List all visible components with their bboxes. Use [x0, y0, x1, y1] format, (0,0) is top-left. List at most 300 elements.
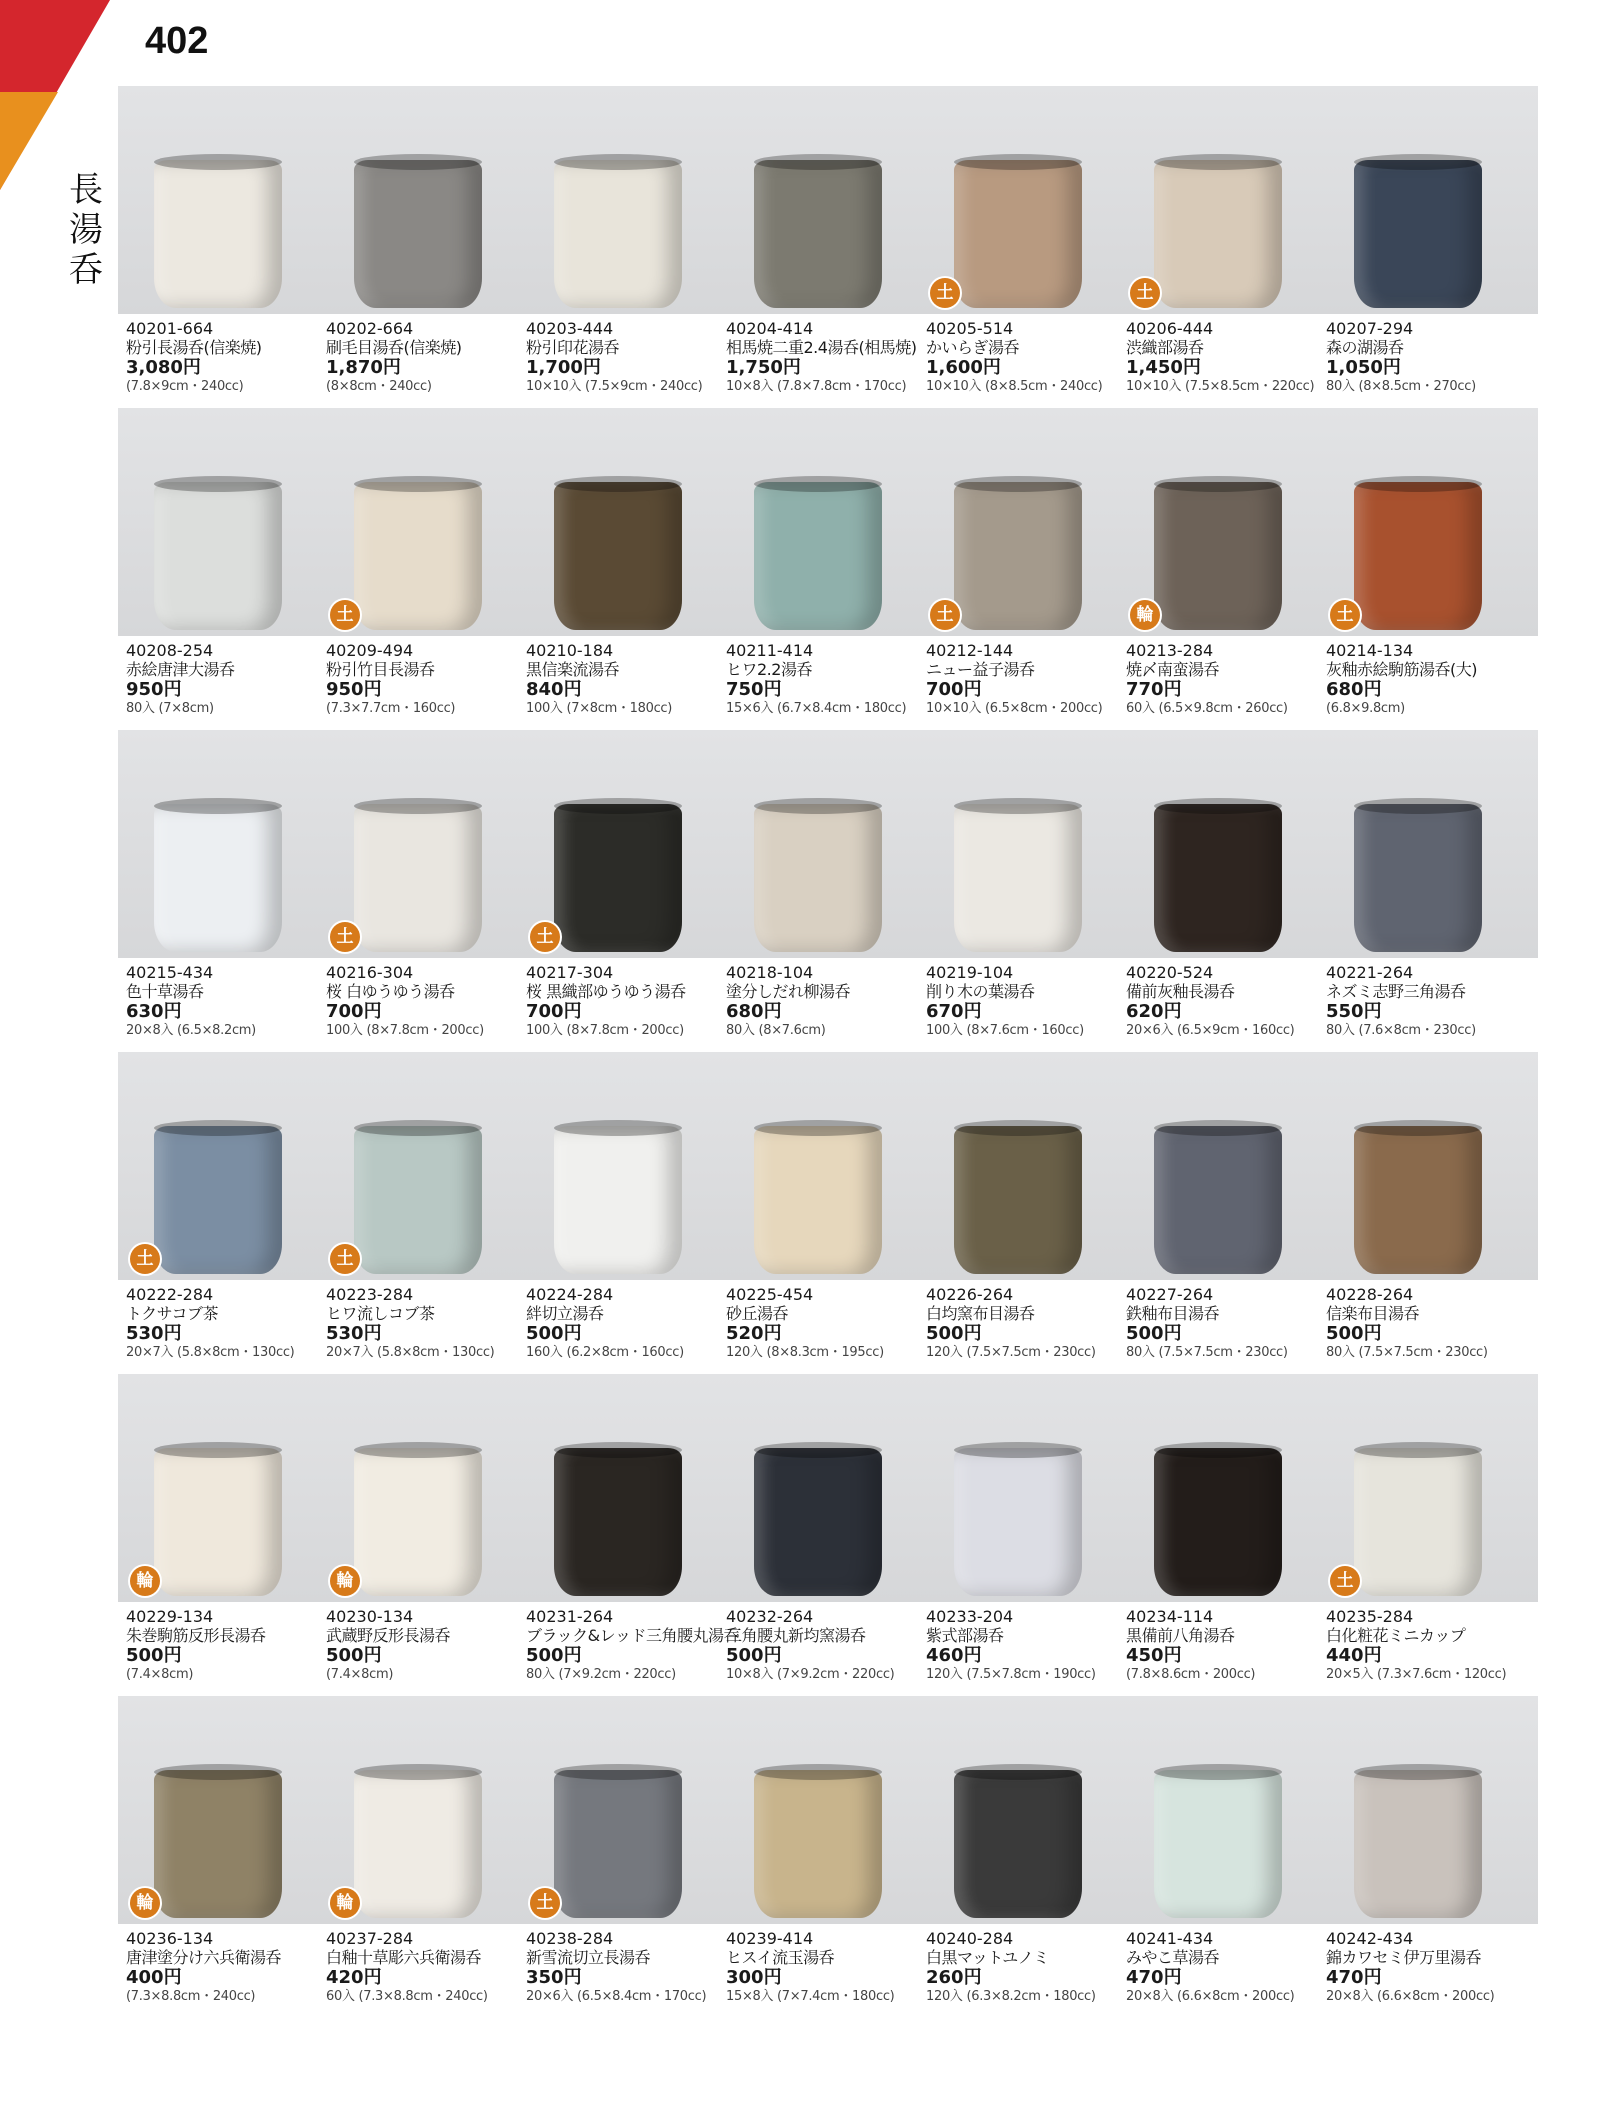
- product-spec: (7.4×8cm): [126, 1667, 194, 1682]
- product-code: 40237-284: [326, 1929, 414, 1948]
- product-spec: (7.4×8cm): [326, 1667, 394, 1682]
- product-code: 40210-184: [526, 641, 614, 660]
- product-price: 630円: [126, 1001, 182, 1022]
- page-number: 402: [145, 20, 209, 62]
- product-name: 森の湖湯呑: [1326, 338, 1404, 357]
- teacup-image: [1354, 1448, 1482, 1596]
- product-item[interactable]: [1118, 408, 1318, 730]
- product-item[interactable]: [918, 408, 1118, 730]
- product-info: [1126, 963, 1326, 1039]
- teacup-image: [554, 1770, 682, 1918]
- product-info: [326, 641, 526, 717]
- material-badge: 土: [330, 600, 360, 630]
- product-name: 色十草湯呑: [126, 982, 204, 1001]
- product-price: 500円: [1326, 1323, 1382, 1344]
- product-item[interactable]: [318, 1052, 518, 1374]
- material-badge: 輪: [330, 1888, 360, 1918]
- product-name: 刷毛目湯呑(信楽焼): [326, 338, 462, 357]
- product-spec: (7.8×8.6cm・200cc): [1126, 1667, 1256, 1682]
- product-price: 700円: [326, 1001, 382, 1022]
- product-item[interactable]: [718, 730, 918, 1052]
- product-price: 500円: [526, 1323, 582, 1344]
- product-item[interactable]: [118, 730, 318, 1052]
- product-price: 520円: [726, 1323, 782, 1344]
- product-item[interactable]: [1118, 1374, 1318, 1696]
- product-price: 500円: [326, 1645, 382, 1666]
- product-item[interactable]: [118, 408, 318, 730]
- product-item[interactable]: [718, 408, 918, 730]
- product-spec: (6.8×9.8cm): [1326, 701, 1405, 716]
- product-row: [118, 1052, 1538, 1374]
- product-code: 40201-664: [126, 319, 214, 338]
- material-badge: 輪: [130, 1566, 160, 1596]
- product-code: 40223-284: [326, 1285, 414, 1304]
- material-badge: 輪: [330, 1566, 360, 1596]
- teacup-image: [154, 804, 282, 952]
- product-info: [1126, 319, 1326, 395]
- product-spec: 80入 (7.5×7.5cm・230cc): [1326, 1345, 1488, 1360]
- product-info: [326, 963, 526, 1039]
- product-item[interactable]: [518, 408, 718, 730]
- product-info: [1326, 1607, 1526, 1683]
- product-spec: 10×8入 (7.8×7.8cm・170cc): [726, 379, 907, 394]
- product-spec: 100入 (7×8cm・180cc): [526, 701, 673, 716]
- product-name: 白化粧花ミニカップ: [1326, 1626, 1466, 1645]
- product-price: 530円: [126, 1323, 182, 1344]
- product-spec: 120入 (7.5×7.5cm・230cc): [926, 1345, 1096, 1360]
- product-code: 40206-444: [1126, 319, 1214, 338]
- product-info: [126, 963, 326, 1039]
- product-code: 40207-294: [1326, 319, 1414, 338]
- product-code: 40239-414: [726, 1929, 814, 1948]
- product-item[interactable]: [1318, 1374, 1518, 1696]
- product-spec: 80入 (8×8.5cm・270cc): [1326, 379, 1476, 394]
- product-spec: 100入 (8×7.8cm・200cc): [326, 1023, 484, 1038]
- product-spec: 10×10入 (6.5×8cm・200cc): [926, 701, 1103, 716]
- product-item[interactable]: [918, 1374, 1118, 1696]
- teacup-image: [154, 160, 282, 308]
- material-badge: 土: [130, 1244, 160, 1274]
- product-price: 1,600円: [926, 357, 1001, 378]
- product-name: みやこ草湯呑: [1126, 1948, 1220, 1967]
- product-code: 40229-134: [126, 1607, 214, 1626]
- product-name: 備前灰釉長湯呑: [1126, 982, 1235, 1001]
- product-price: 440円: [1326, 1645, 1382, 1666]
- teacup-image: [1354, 804, 1482, 952]
- product-code: 40213-284: [1126, 641, 1214, 660]
- product-spec: 20×8入 (6.6×8cm・200cc): [1126, 1989, 1295, 2004]
- product-name: 桜 黒織部ゆうゆう湯呑: [526, 982, 686, 1001]
- product-name: ブラック&レッド三角腰丸湯呑: [526, 1626, 739, 1645]
- product-code: 40216-304: [326, 963, 414, 982]
- teacup-image: [754, 804, 882, 952]
- product-spec: 80入 (7.6×8cm・230cc): [1326, 1023, 1476, 1038]
- product-name: 粉引長湯呑(信楽焼): [126, 338, 262, 357]
- teacup-image: [554, 482, 682, 630]
- product-spec: 20×6入 (6.5×8.4cm・170cc): [526, 1989, 707, 2004]
- product-info: [526, 1607, 739, 1683]
- product-info: [126, 319, 326, 395]
- product-item[interactable]: [1118, 1696, 1318, 2018]
- product-item[interactable]: [318, 730, 518, 1052]
- product-code: 40211-414: [726, 641, 814, 660]
- corner-decoration-orange: [0, 92, 58, 190]
- product-price: 530円: [326, 1323, 382, 1344]
- product-price: 500円: [526, 1645, 582, 1666]
- product-item[interactable]: [1318, 1052, 1518, 1374]
- product-item[interactable]: [718, 86, 918, 408]
- material-badge: 輪: [1130, 600, 1160, 630]
- product-spec: 80入 (7.5×7.5cm・230cc): [1126, 1345, 1288, 1360]
- teacup-image: [1154, 160, 1282, 308]
- section-label: 長湯呑: [69, 170, 103, 290]
- material-badge: 土: [330, 1244, 360, 1274]
- product-spec: 20×5入 (7.3×7.6cm・120cc): [1326, 1667, 1507, 1682]
- material-badge: 土: [1330, 600, 1360, 630]
- teacup-image: [954, 160, 1082, 308]
- teacup-image: [354, 160, 482, 308]
- teacup-image: [754, 482, 882, 630]
- teacup-image: [1354, 160, 1482, 308]
- material-badge: 土: [330, 922, 360, 952]
- product-spec: 10×10入 (7.5×8.5cm・220cc): [1126, 379, 1315, 394]
- product-spec: 100入 (8×7.6cm・160cc): [926, 1023, 1084, 1038]
- product-item[interactable]: [518, 86, 718, 408]
- product-item[interactable]: [918, 1696, 1118, 2018]
- product-item[interactable]: [318, 408, 518, 730]
- product-spec: 20×7入 (5.8×8cm・130cc): [126, 1345, 295, 1360]
- product-code: 40233-204: [926, 1607, 1014, 1626]
- product-name: 粉引印花湯呑: [526, 338, 620, 357]
- product-price: 1,870円: [326, 357, 401, 378]
- teacup-image: [954, 1770, 1082, 1918]
- product-spec: (8×8cm・240cc): [326, 379, 432, 394]
- product-spec: 100入 (8×7.8cm・200cc): [526, 1023, 684, 1038]
- product-grid: [118, 86, 1538, 2018]
- material-badge: 土: [1130, 278, 1160, 308]
- product-code: 40219-104: [926, 963, 1014, 982]
- product-item[interactable]: [518, 1052, 718, 1374]
- product-info: [1326, 1929, 1526, 2005]
- product-info: [126, 1285, 326, 1361]
- teacup-image: [354, 1770, 482, 1918]
- product-name: 白釉十草彫六兵衛湯呑: [326, 1948, 482, 1967]
- product-info: [726, 641, 926, 717]
- teacup-image: [1154, 1448, 1282, 1596]
- product-price: 500円: [126, 1645, 182, 1666]
- product-info: [1326, 641, 1526, 717]
- teacup-image: [554, 804, 682, 952]
- teacup-image: [554, 1448, 682, 1596]
- product-code: 40212-144: [926, 641, 1014, 660]
- product-item[interactable]: [718, 1696, 918, 2018]
- teacup-image: [154, 482, 282, 630]
- product-name: 焼〆南蛮湯呑: [1126, 660, 1220, 679]
- product-spec: 60入 (7.3×8.8cm・240cc): [326, 1989, 488, 2004]
- product-price: 680円: [1326, 679, 1382, 700]
- product-price: 470円: [1326, 1967, 1382, 1988]
- product-price: 300円: [726, 1967, 782, 1988]
- product-item[interactable]: [318, 86, 518, 408]
- teacup-image: [1154, 1770, 1282, 1918]
- product-spec: 10×10入 (8×8.5cm・240cc): [926, 379, 1103, 394]
- teacup-image: [954, 804, 1082, 952]
- product-info: [526, 1929, 726, 2005]
- product-price: 400円: [126, 1967, 182, 1988]
- product-name: 赤絵唐津大湯呑: [126, 660, 235, 679]
- product-price: 950円: [326, 679, 382, 700]
- product-price: 350円: [526, 1967, 582, 1988]
- product-code: 40234-114: [1126, 1607, 1214, 1626]
- product-spec: 120入 (6.3×8.2cm・180cc): [926, 1989, 1096, 2004]
- teacup-image: [354, 482, 482, 630]
- product-info: [526, 641, 726, 717]
- product-info: [1126, 641, 1326, 717]
- product-info: [1326, 1285, 1526, 1361]
- product-price: 420円: [326, 1967, 382, 1988]
- product-price: 670円: [926, 1001, 982, 1022]
- product-info: [526, 1285, 726, 1361]
- product-name: ニュー益子湯呑: [926, 660, 1035, 679]
- product-info: [926, 1929, 1126, 2005]
- product-name: 砂丘湯呑: [726, 1304, 789, 1323]
- product-name: 削り木の葉湯呑: [926, 982, 1035, 1001]
- product-code: 40235-284: [1326, 1607, 1414, 1626]
- product-name: 白黒マットユノミ: [926, 1948, 1049, 1967]
- product-info: [1326, 963, 1526, 1039]
- teacup-image: [354, 1448, 482, 1596]
- product-name: ネズミ志野三角湯呑: [1326, 982, 1466, 1001]
- product-item[interactable]: [518, 1696, 718, 2018]
- material-badge: 輪: [130, 1888, 160, 1918]
- product-code: 40202-664: [326, 319, 414, 338]
- product-name: ヒスイ流玉湯呑: [726, 1948, 835, 1967]
- product-price: 260円: [926, 1967, 982, 1988]
- product-code: 40226-264: [926, 1285, 1014, 1304]
- product-info: [526, 319, 726, 395]
- product-item[interactable]: [518, 1374, 739, 1696]
- product-info: [726, 1285, 926, 1361]
- product-item[interactable]: [1318, 408, 1518, 730]
- product-info: [726, 963, 926, 1039]
- product-item[interactable]: [518, 730, 718, 1052]
- product-spec: 60入 (6.5×9.8cm・260cc): [1126, 701, 1288, 716]
- product-name: 紫式部湯呑: [926, 1626, 1004, 1645]
- teacup-image: [1154, 1126, 1282, 1274]
- product-price: 500円: [1126, 1323, 1182, 1344]
- product-spec: 80入 (7×9.2cm・220cc): [526, 1667, 676, 1682]
- product-item[interactable]: [118, 86, 318, 408]
- product-info: [926, 963, 1126, 1039]
- product-code: 40220-524: [1126, 963, 1214, 982]
- product-price: 750円: [726, 679, 782, 700]
- product-spec: 20×8入 (6.5×8.2cm): [126, 1023, 256, 1038]
- product-price: 3,080円: [126, 357, 201, 378]
- product-price: 770円: [1126, 679, 1182, 700]
- product-item[interactable]: [318, 1696, 518, 2018]
- product-price: 700円: [526, 1001, 582, 1022]
- teacup-image: [154, 1126, 282, 1274]
- product-item[interactable]: [118, 1696, 318, 2018]
- product-name: 白均窯布目湯呑: [926, 1304, 1035, 1323]
- material-badge: 土: [1330, 1566, 1360, 1596]
- product-spec: 80入 (8×7.6cm): [726, 1023, 826, 1038]
- product-code: 40225-454: [726, 1285, 814, 1304]
- product-code: 40238-284: [526, 1929, 614, 1948]
- product-code: 40217-304: [526, 963, 614, 982]
- product-price: 700円: [926, 679, 982, 700]
- product-name: 黒備前八角湯呑: [1126, 1626, 1235, 1645]
- product-spec: 10×10入 (7.5×9cm・240cc): [526, 379, 703, 394]
- product-price: 450円: [1126, 1645, 1182, 1666]
- teacup-image: [754, 1448, 882, 1596]
- product-name: 塗分しだれ柳湯呑: [726, 982, 851, 1001]
- product-price: 1,450円: [1126, 357, 1201, 378]
- teacup-image: [754, 1770, 882, 1918]
- product-spec: 20×6入 (6.5×9cm・160cc): [1126, 1023, 1295, 1038]
- product-code: 40208-254: [126, 641, 214, 660]
- product-item[interactable]: [1318, 1696, 1518, 2018]
- product-info: [726, 1929, 926, 2005]
- product-name: 黒信楽流湯呑: [526, 660, 620, 679]
- product-price: 680円: [726, 1001, 782, 1022]
- product-info: [526, 963, 726, 1039]
- product-name: 錦カワセミ伊万里湯呑: [1326, 1948, 1482, 1967]
- teacup-image: [954, 482, 1082, 630]
- product-spec: 15×8入 (7×7.4cm・180cc): [726, 1989, 895, 2004]
- product-price: 500円: [926, 1323, 982, 1344]
- product-spec: (7.3×7.7cm・160cc): [326, 701, 456, 716]
- teacup-image: [154, 1448, 282, 1596]
- product-name: ヒワ2.2湯呑: [726, 660, 812, 679]
- product-row: [118, 86, 1538, 408]
- product-code: 40241-434: [1126, 1929, 1214, 1948]
- product-item[interactable]: [1118, 730, 1318, 1052]
- product-info: [926, 1607, 1126, 1683]
- teacup-image: [1354, 1126, 1482, 1274]
- product-name: 灰釉赤絵駒筋湯呑(大): [1326, 660, 1477, 679]
- product-info: [326, 1607, 526, 1683]
- teacup-image: [754, 1126, 882, 1274]
- product-info: [126, 641, 326, 717]
- product-name: 桜 白ゆうゆう湯呑: [326, 982, 455, 1001]
- material-badge: 土: [530, 1888, 560, 1918]
- product-row: [118, 1374, 1538, 1696]
- product-name: 鉄釉布目湯呑: [1126, 1304, 1220, 1323]
- product-price: 470円: [1126, 1967, 1182, 1988]
- product-name: 信楽布目湯呑: [1326, 1304, 1420, 1323]
- product-price: 840円: [526, 679, 582, 700]
- product-item[interactable]: [1318, 730, 1518, 1052]
- product-item[interactable]: [718, 1052, 918, 1374]
- product-code: 40221-264: [1326, 963, 1414, 982]
- product-item[interactable]: [918, 86, 1118, 408]
- product-code: 40230-134: [326, 1607, 414, 1626]
- product-spec: 20×7入 (5.8×8cm・130cc): [326, 1345, 495, 1360]
- product-code: 40242-434: [1326, 1929, 1414, 1948]
- product-code: 40215-434: [126, 963, 214, 982]
- product-name: 朱巻駒筋反形長湯呑: [126, 1626, 266, 1645]
- product-code: 40228-264: [1326, 1285, 1414, 1304]
- product-code: 40203-444: [526, 319, 614, 338]
- product-item[interactable]: [118, 1052, 318, 1374]
- product-info: [1126, 1929, 1326, 2005]
- product-code: 40231-264: [526, 1607, 614, 1626]
- product-code: 40227-264: [1126, 1285, 1214, 1304]
- product-price: 500円: [726, 1645, 782, 1666]
- teacup-image: [354, 804, 482, 952]
- product-code: 40204-414: [726, 319, 814, 338]
- product-code: 40218-104: [726, 963, 814, 982]
- product-price: 1,050円: [1326, 357, 1401, 378]
- product-info: [126, 1929, 326, 2005]
- product-price: 950円: [126, 679, 182, 700]
- product-name: 新雪流切立長湯呑: [526, 1948, 651, 1967]
- product-code: 40232-264: [726, 1607, 814, 1626]
- product-price: 460円: [926, 1645, 982, 1666]
- product-name: 粉引竹目長湯呑: [326, 660, 435, 679]
- product-spec: 10×8入 (7×9.2cm・220cc): [726, 1667, 895, 1682]
- product-item[interactable]: [918, 1052, 1118, 1374]
- product-name: かいらぎ湯呑: [926, 338, 1020, 357]
- product-name: ヒワ流しコブ茶: [326, 1304, 435, 1323]
- product-info: [726, 319, 926, 395]
- product-info: [926, 319, 1126, 395]
- product-name: 三角腰丸新均窯湯呑: [726, 1626, 866, 1645]
- product-info: [126, 1607, 326, 1683]
- teacup-image: [1154, 804, 1282, 952]
- product-info: [326, 1285, 526, 1361]
- product-info: [726, 1607, 926, 1683]
- material-badge: 土: [930, 278, 960, 308]
- material-badge: 土: [530, 922, 560, 952]
- product-info: [1126, 1285, 1326, 1361]
- product-item[interactable]: [918, 730, 1118, 1052]
- material-badge: 土: [930, 600, 960, 630]
- product-item[interactable]: [1118, 86, 1318, 408]
- product-spec: 160入 (6.2×8cm・160cc): [526, 1345, 684, 1360]
- teacup-image: [1154, 482, 1282, 630]
- product-price: 1,700円: [526, 357, 601, 378]
- product-code: 40222-284: [126, 1285, 214, 1304]
- teacup-image: [754, 160, 882, 308]
- product-item[interactable]: [1118, 1052, 1318, 1374]
- product-item[interactable]: [118, 1374, 318, 1696]
- product-item[interactable]: [1318, 86, 1518, 408]
- product-spec: 80入 (7×8cm): [126, 701, 214, 716]
- product-spec: (7.3×8.8cm・240cc): [126, 1989, 256, 2004]
- product-info: [1326, 319, 1526, 395]
- product-info: [926, 1285, 1126, 1361]
- product-spec: 20×8入 (6.6×8cm・200cc): [1326, 1989, 1495, 2004]
- product-info: [926, 641, 1126, 717]
- product-info: [326, 1929, 526, 2005]
- product-spec: 120入 (8×8.3cm・195cc): [726, 1345, 884, 1360]
- product-code: 40240-284: [926, 1929, 1014, 1948]
- product-item[interactable]: [718, 1374, 918, 1696]
- teacup-image: [954, 1126, 1082, 1274]
- product-item[interactable]: [318, 1374, 518, 1696]
- product-row: [118, 730, 1538, 1052]
- product-row: [118, 408, 1538, 730]
- product-spec: 15×6入 (6.7×8.4cm・180cc): [726, 701, 907, 716]
- product-price: 550円: [1326, 1001, 1382, 1022]
- product-spec: 120入 (7.5×7.8cm・190cc): [926, 1667, 1096, 1682]
- teacup-image: [554, 160, 682, 308]
- product-price: 620円: [1126, 1001, 1182, 1022]
- product-name: 渋織部湯呑: [1126, 338, 1204, 357]
- teacup-image: [1354, 1770, 1482, 1918]
